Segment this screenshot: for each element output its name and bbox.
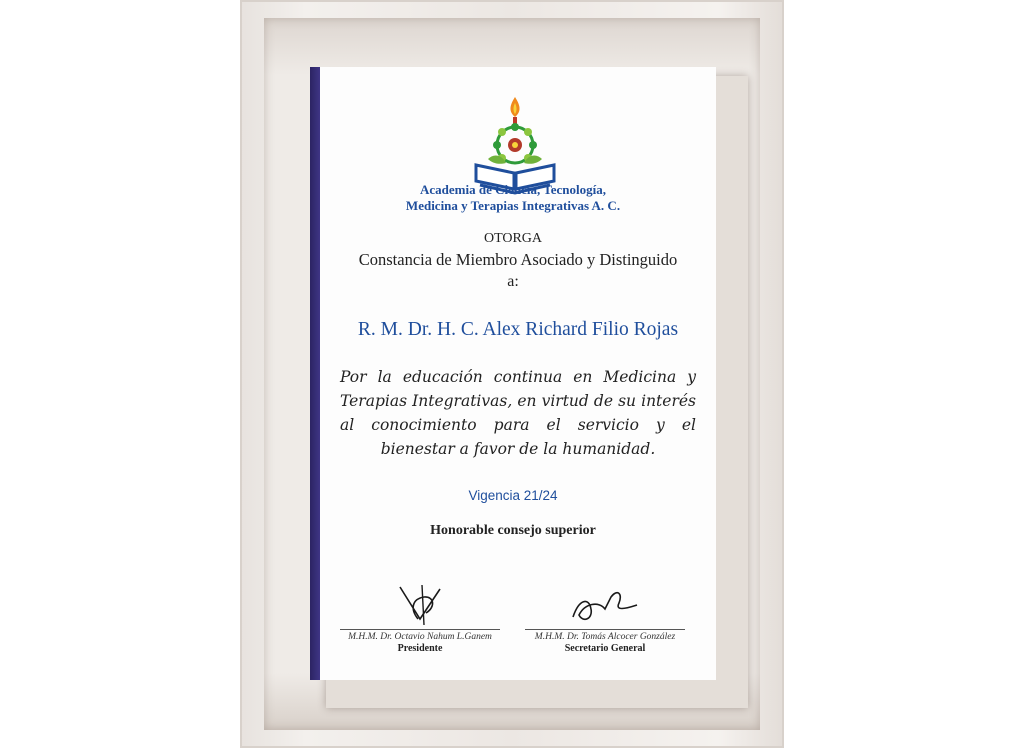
decorative-stripe: [310, 67, 320, 680]
signatory-title: Secretario General: [564, 643, 646, 654]
signature-line: [340, 629, 500, 630]
signature-line: [525, 629, 685, 630]
signatory-name: M.H.M. Dr. Octavio Nahum L.Ganem: [348, 632, 492, 642]
grants-heading: OTORGA: [483, 231, 543, 246]
signature-block-president: [335, 579, 505, 654]
certificate-title: Constancia de Miembro Asociado y Distinguido: [358, 250, 678, 269]
signature-secretary-icon: [565, 579, 645, 629]
recipient-prefix: a:: [507, 273, 519, 290]
organization-name-line1: Academia de Ciencia, Tecnología,: [420, 182, 606, 197]
recipient-name: R. M. Dr. H. C. Alex Richard Filio Rojas: [357, 319, 679, 340]
organization-name-line2: Medicina y Terapias Integrativas A. C.: [405, 198, 621, 213]
signature-block-secretary: [520, 579, 690, 654]
council-label: Honorable consejo superior: [430, 523, 596, 538]
signature-president-icon: [390, 579, 450, 629]
validity-period: Vigencia 21/24: [468, 488, 558, 503]
signatory-title: Presidente: [397, 643, 443, 654]
citation-text: Por la educación continua en Medicina y Terapias Integrativas, en virtud de su interés al conocimiento para el servicio y el bienestar a favor de la humanidad.: [340, 368, 696, 458]
signatory-name: M.H.M. Dr. Tomás Alcocer González: [534, 632, 676, 642]
certificate-paper: [310, 67, 716, 680]
